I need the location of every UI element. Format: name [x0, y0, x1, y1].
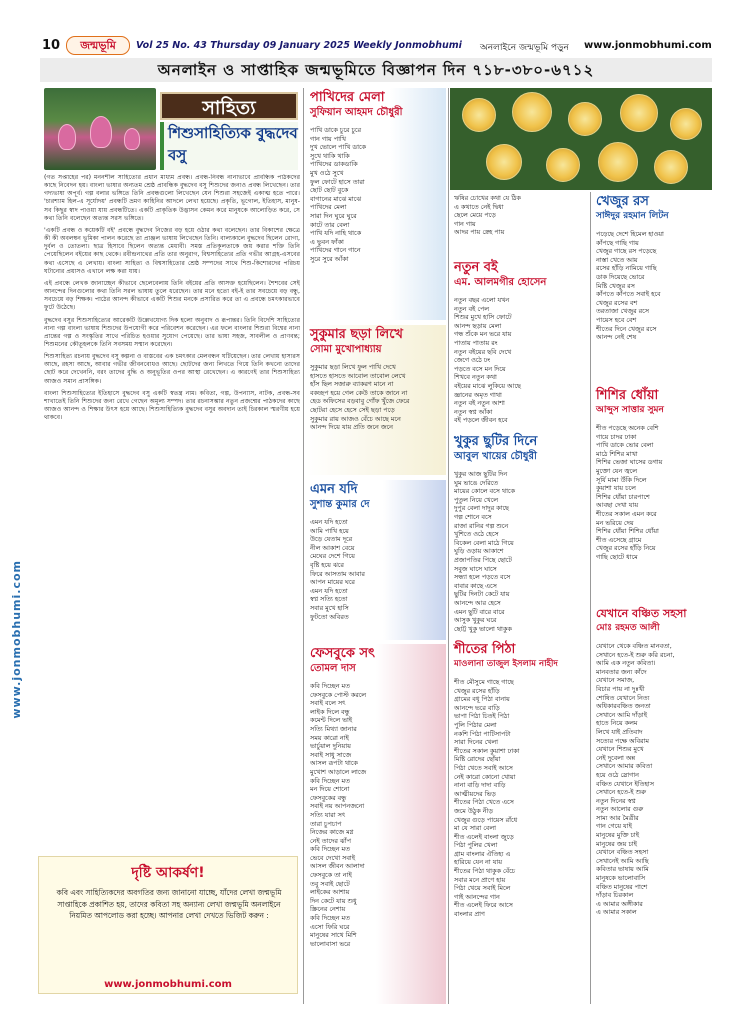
- poem-line: নেই কারো কোনো খোয়া: [454, 772, 516, 781]
- poem-line: পড়তে বসে মন দিয়ে: [454, 364, 506, 373]
- lotus-image: [44, 88, 156, 170]
- poem-line: শীতের দিনে খেজুর রসে: [596, 324, 657, 333]
- poem-line: মানুষের জয় চাই: [596, 839, 637, 848]
- poem-line: শিশির ধোঁয়া চারপাশে: [596, 492, 650, 501]
- poem-line: নেই দুবেলা অন্ন: [596, 753, 636, 762]
- poem-line: কবি দিচ্ছেন মত: [310, 845, 350, 854]
- flower-icon: [654, 150, 688, 184]
- poem-line: সূর্যি মামা উঁকি দিলে: [596, 475, 647, 484]
- poem-line: ছুটির দিনটা কেটে যায়: [454, 590, 510, 599]
- column-divider: [448, 88, 449, 1004]
- article-title: শিশুসাহিত্যিক বুদ্ধদেব বসু: [160, 122, 298, 170]
- poem-emon-jodi: [306, 480, 446, 640]
- poem-line: ছোট ছোট বুকে: [310, 186, 349, 195]
- poem-line: গান গেয়ে যাই: [596, 822, 632, 831]
- poem-line: পাখি ডাকে চুরে চুরে: [310, 126, 361, 134]
- poem-line: দুখ ভোলে পাখি ডাকে: [310, 143, 366, 152]
- poem-title: খেজুর রস: [596, 194, 649, 209]
- poem-line: ফেসবুকে পোস্ট করলে: [310, 690, 367, 699]
- poem-line: নতুন বছর এলো যখন: [454, 296, 510, 304]
- poem-line: আসুক খুকুর ঘরে: [454, 616, 497, 625]
- poem-line: গান গায়: [454, 219, 476, 228]
- poem-line: সবাই বলে সৎ: [310, 699, 346, 708]
- poem-line: গ্রাম বাংলার ঐতিহ্য এ: [454, 849, 511, 858]
- poem-line: পাখি যদি নাহি থাকে: [310, 229, 362, 238]
- poem-line: মানুষের মুক্তি চাই: [596, 831, 640, 840]
- poem-line: এ আমার সকাল: [596, 908, 637, 917]
- poem-line: তবু সবাই ছোটে: [310, 879, 350, 888]
- poem-line: সেখানে হতে-ই শুরু: [596, 788, 647, 797]
- poem-line: বাগানের মাঝে মাঝে: [310, 194, 362, 203]
- poem-author: সাঈদুর রহমান লিটন: [596, 211, 669, 221]
- poem-line: স্বপ্ন সত্যি হতো: [310, 595, 348, 604]
- poem-line: গাছি ছোটে ধামে: [596, 552, 638, 561]
- poem-title: শিশির ধোঁয়া: [596, 388, 659, 403]
- poem-fragment: [450, 192, 552, 254]
- poem-line: কাঁপছে গাছি গায়: [596, 238, 639, 247]
- poem-line: যেখানে সমাজ,: [596, 676, 635, 685]
- poem-line: খেজুর গাছে রস পড়েছে: [596, 247, 657, 256]
- poem-line: পিঠা খেয়ে সবাই মিলে: [454, 884, 511, 893]
- poem-line: নতুন বই নতুন আশা: [454, 399, 505, 408]
- poem-line: আনন্দ ছড়ায় মেলা: [454, 321, 502, 330]
- poem-line: আমি এক নতুন কবিতা।: [596, 659, 656, 668]
- poem-line: যেখানে বঞ্চিত সহসা: [596, 848, 649, 857]
- poem-line: নেই তাদের ঝাঁপ: [310, 836, 351, 845]
- poem-line: শিশুর মুখে হাসি ফোটে: [454, 313, 512, 322]
- poem-line: প্রজাপতির পিছে ছোটে: [454, 555, 512, 564]
- poem-line: সেখানে হতে-ই শুরু করি রচনা,: [596, 650, 675, 659]
- poem-line: মুখ ওঠে সুখে: [310, 168, 344, 177]
- poem-line: হাতে নিয়ে কলম: [596, 719, 638, 728]
- poem-line: মুখোশ আড়ালে লাজে: [310, 767, 367, 776]
- poem-line: মেঘের দেশে গিয়ে: [310, 552, 355, 561]
- poem-line: কবি দিচ্ছেন মত: [310, 914, 350, 923]
- poem-line: মুক্তো যেন জ্বলে: [596, 466, 637, 475]
- poem-line: সেখানেই আমি আছি: [596, 856, 649, 865]
- poem-line: গাই আনন্দের গান: [454, 892, 500, 901]
- poem-line: হেড অফিসের বড়বাবু গোঁফ খুঁজে ফেরে: [310, 397, 410, 406]
- poem-lines: [310, 518, 444, 638]
- poem-line: যেখানে থেকে বঞ্চিত মানবতা,: [596, 642, 672, 650]
- poem-line: ছোটরা হেসে হেসে সেই ছড়া পড়ে: [310, 405, 395, 414]
- poem-pakhider-mela: [306, 88, 446, 320]
- poem-line: কবিতার ভাষায় আমি: [596, 865, 649, 874]
- poem-line: রসের হাঁড়ি নামিয়ে গাছি: [596, 264, 657, 273]
- poem-title: খুকুর ছুটির দিনে: [454, 434, 538, 449]
- poem-line: ডাক দিয়েছে ভোরে: [596, 272, 645, 281]
- poem-line: বকচ্ছপ হয়ে গেল কেউ তাকে জানে না: [310, 388, 408, 397]
- issue-line: Vol 25 No. 43 Thursday 09 January 2025 Weekly Jonmobhumi: [136, 40, 462, 51]
- poem-line: ফিরে আসতাম আবার: [310, 569, 365, 578]
- poem-line: ভার্চুয়াল দুনিয়ায়: [310, 742, 351, 751]
- poem-line: ফুল ফোটে হাসে তারা: [310, 177, 365, 186]
- poem-khejur-ros: [592, 192, 712, 382]
- poem-title: পাখিদের মেলা: [310, 90, 385, 105]
- poem-line: নিজের কাজে মগ্ন: [310, 828, 354, 837]
- poem-line: বাবার কাছে এসে: [454, 581, 497, 590]
- column-divider: [590, 192, 591, 1004]
- poem-line: মা যে সারা বেলা: [454, 824, 496, 833]
- poem-line: এ কথাতে নেই দ্বিধা: [454, 202, 504, 211]
- poem-line: শীতের সকাল এমন করে: [596, 509, 657, 518]
- poem-line: বাংলার প্রাণ: [454, 910, 485, 919]
- poem-line: খেজুর রসের বশ: [596, 298, 638, 307]
- poem-line: নকশি পিঠা পাটিসাপটা: [454, 729, 511, 738]
- lotus-bud-icon: [58, 124, 76, 150]
- poem-line: আমি পাখি হয়ে: [310, 526, 349, 535]
- poem-lines: [596, 642, 710, 1000]
- poem-line: গান গায় পাখি: [310, 134, 346, 143]
- poem-lines: [454, 194, 550, 252]
- poem-line: উড়ে যেতাম দূরে: [310, 535, 353, 544]
- poem-line: সুরে সুরে আঁকা: [310, 254, 349, 263]
- poem-line: কুয়াশা যায় চলে: [596, 484, 636, 493]
- poem-line: নতুন স্বপ্ন আঁকা: [454, 407, 493, 416]
- poem-line: রাজা রানির গল্প শুনে: [454, 521, 509, 530]
- poem-line: ভেবে দেখো সবাই: [310, 853, 356, 862]
- poem-lines: [454, 296, 588, 424]
- poem-line: সময় কারো নাই: [310, 733, 349, 742]
- poem-line: সত্যি যারা সৎ: [310, 810, 346, 819]
- poem-line: সেখানে আমার কবিতা: [596, 762, 653, 771]
- poem-line: মাঠে শিশির মাখা: [596, 449, 638, 458]
- poem-line: এসো ফিরি ঘরে: [310, 922, 350, 931]
- poem-line: আনন্দে আর হেসে: [454, 598, 501, 607]
- poem-shiter-pitha: [450, 640, 590, 1004]
- notice-box: [38, 856, 298, 994]
- flower-icon: [546, 148, 580, 182]
- poem-line: শীত মৌসুমে গাছে গাছে: [454, 678, 514, 686]
- side-url[interactable]: www.jonmobhumi.com: [10, 560, 23, 719]
- poem-line: স্ক্রিনের নেশায়: [310, 905, 346, 914]
- date-flower-image: [450, 88, 712, 190]
- poem-line: গ্রামের বধূ পিঠা বানায়: [454, 695, 510, 704]
- header-url[interactable]: www.jonmobhumi.com: [584, 40, 712, 51]
- poem-author: আব্দুস সাত্তার সুমন: [596, 405, 664, 415]
- poem-line: দুপুর বেলা দাদুর কাছে: [454, 504, 509, 513]
- flower-icon: [598, 142, 638, 182]
- poem-line: আপন মায়ের ঘরে: [310, 578, 355, 587]
- poem-line: সবাই নয় আপনজনো: [310, 802, 365, 811]
- poem-line: সাম্য আর মৈত্রীর: [596, 813, 639, 822]
- poem-author: সোমা মুখোপাধ্যায়: [310, 344, 382, 355]
- poem-line: শিখবে নতুন কথা: [454, 373, 497, 382]
- poem-line: গল্প শোনে বসে: [454, 512, 492, 521]
- poem-line: সবার মুখে হাসি: [310, 603, 349, 612]
- poem-line: যেখানে শিশুর মুখে: [596, 745, 644, 754]
- poem-line: এমন যদি হতো: [310, 586, 348, 595]
- poem-line: অধিকারবঞ্চিত জনতা: [596, 702, 651, 711]
- poem-line: সারা দিনের খেলা: [454, 738, 498, 747]
- newspaper-logo[interactable]: জন্মভূমি: [66, 36, 130, 55]
- poem-line: পড়েছে দেশে হিমেল হাওয়া: [596, 230, 664, 238]
- poem-line: খুশিতে ওঠে হেসে: [454, 530, 499, 539]
- poem-line: কবি দিচ্ছেন মত: [310, 682, 350, 690]
- page-number: 10: [42, 38, 61, 53]
- poem-line: ভালোবাসা ভরে: [310, 939, 351, 948]
- poem-line: কাঁপতে কাঁপতে সবাই হবে: [596, 290, 661, 299]
- poem-author: আবুল খায়ের চৌধুরী: [454, 451, 537, 462]
- poem-line: জ্ঞানের অমৃত গাথা: [454, 390, 502, 399]
- poem-line: কবি দিচ্ছেন মত: [310, 776, 350, 785]
- poem-author: সুশান্ত কুমার দে: [310, 499, 370, 510]
- poem-line: শীত এসেছে গ্রামে: [596, 535, 642, 544]
- poem-line: দিন কেটে যায় শুধু: [310, 896, 357, 905]
- lotus-bud-icon: [124, 128, 140, 150]
- poem-line: মিষ্টি খেজুর রস: [596, 281, 635, 290]
- poem-title: যেখানে বঞ্চিত সহসা: [596, 607, 687, 620]
- poem-line: বঞ্চিত মানুষের পাশে: [596, 882, 648, 891]
- poem-line: আসল জীবন আলাদা: [310, 862, 365, 871]
- flower-icon: [512, 92, 552, 132]
- poem-line: [454, 633, 588, 634]
- poem-line: ফেসবুকে তা নাই: [310, 871, 352, 880]
- article-paragraph: বুদ্ধদেব বসুর শিশুসাহিত্যের আরেকটি উল্লেখযোগ্য দিক হলো অনুবাদ ও রূপান্তর। তিনি বিদেশি সাহিত্যের নানা গল্প বাংলা ভাষায় শিশুদের উপযোগী করে পরিবেশন করেছেন। এর ফলে বাংলার শিশুরা বিশ্বের নানা প্রান্তের গল্প ও সংস্কৃতির সাথে পরিচিত হওয়ার সুযোগ পেয়েছে। তার ভাষা সহজ, সাবলীল ও প্রাণবন্ত; শিশুমনের কৌতূহলকে তিনি সবসময় সম্মান করেছেন।: [44, 316, 300, 348]
- poem-line: পাতায় পাতায় রং: [454, 338, 498, 347]
- poem-line: বিকেল বেলা মাঠে গিয়ে: [454, 538, 514, 547]
- poem-line: ভাপা পিঠা চিতই পিঠা: [454, 712, 510, 721]
- poem-line: এমন ছুটি বারে বারে: [454, 607, 505, 616]
- poem-shishir-dhoa: [592, 386, 712, 598]
- poem-line: আদর পায় স্নেহ পায়: [454, 228, 505, 237]
- poem-line: সন্ধ্যা হলে পড়তে বসে: [454, 573, 511, 582]
- column-divider: [303, 88, 304, 1004]
- poem-line: মানুষকে ভালোবাসি: [596, 874, 646, 883]
- poem-line: নীল আকাশ বেয়ে: [310, 543, 355, 552]
- poem-line: ঘুম ভাঙে দেরিতে: [454, 478, 499, 487]
- poem-line: ঘুড়ি ওড়ায় আকাশে: [454, 547, 504, 556]
- flower-icon: [620, 94, 658, 132]
- poem-line: সেখানে আমি দাঁড়াই: [596, 710, 648, 719]
- article-body: [44, 174, 300, 850]
- poem-line: সবাই সাধু সাজে: [310, 750, 352, 759]
- poem-sukumar: [306, 325, 446, 475]
- poem-line: পাখিদের ডাকডাকি: [310, 160, 358, 169]
- poem-line: নতুন বইয়ের ছবি দেখে: [454, 347, 512, 356]
- poem-line: ফুটতো অবিরত: [310, 612, 349, 621]
- poem-line: শিশির ভেজা ঘাসের ডগায়: [596, 458, 663, 467]
- poem-line: নানা বাড়ি দাদা বাড়ি: [454, 781, 506, 790]
- poem-khukur-chutir-dine: [450, 432, 590, 636]
- article-paragraph: (গত সপ্তাহের পর) মননশীল সাহিত্যের প্রধান মাধ্যম প্রবন্ধ। প্রবন্ধ-নিবন্ধ নানাভাবে প্রাবন্ধিক পাঠকদের কাছে নিবেদন হয়। বাংলা ভাষার অন্যতম শ্রেষ্ঠ প্রাবন্ধিক বুদ্ধদেব বসু শিশুদের জন্যও প্রবন্ধ লিখেছেন। তার গদ্যভাষা অপূর্ব। গল্প বলার ভঙ্গিতে তিনি প্রবন্ধগুলো লিখেছেন যেন শিশুরা সহজেই একাত্ম হতে পারে। 'চারশ্যাম হিল-এ সূর্যোদয়' প্রবন্ধটি ভ্রমণ কাহিনির আদলে লেখা হয়েছে। প্রকৃতি, ভূগোল, ইতিহাস, মানুষ-সব কিছুর স্বাদ পাওয়া যায় প্রবন্ধটিতে। একটি প্রাকৃতিক উদ্ভাসন কেমন করে মানুষকে আলোড়িত করে, সে কথা তিনি বলেছেন অত্যন্ত সরস ভঙ্গিতে।: [44, 174, 300, 222]
- poem-line: ঋষির চোখের কথা যে ঠিক: [454, 194, 521, 202]
- poem-line: শিশির ধোঁয়া শিশির ধোঁয়া: [596, 527, 659, 536]
- flower-icon: [670, 108, 702, 140]
- poem-facebook: [306, 644, 446, 1004]
- poem-line: সবার মনে প্রাণে হায়: [454, 875, 506, 884]
- poem-line: আনন্দ দিয়ে যায় প্রতি জনে জনে: [310, 423, 393, 432]
- poem-line: হয়ে ওঠে স্লোগান: [596, 770, 639, 779]
- poem-line: মিষ্টি রোদের ছোঁয়া: [454, 755, 501, 764]
- poem-lines: [310, 363, 444, 473]
- poem-line: কাটে তার বেলা: [310, 220, 350, 229]
- poem-title: নতুন বই: [454, 260, 498, 275]
- poem-line: জেগে ওঠে ঢং: [454, 356, 491, 365]
- poem-line: শীত পড়েছে অনেক বেশি: [596, 424, 659, 432]
- poem-title: ফেসবুকে সৎ: [310, 646, 375, 661]
- flower-icon: [568, 102, 602, 136]
- poem-line: আসল রূপটা থাকে: [310, 759, 358, 768]
- poem-line: শীতের পিঠা থাকুক বেঁচে: [454, 867, 516, 876]
- poem-lines: [454, 470, 588, 634]
- article-paragraph: শিশুসাহিত্য রচনায় বুদ্ধদেব বসু কল্পনা ও বাস্তবের এক চমৎকার মেলবন্ধন ঘটিয়েছেন। তার লেখায় হাস্যরস আছে, রহস্য আছে, আবার গভীর জীবনবোধও আছে। ছোটদের জন্য লিখতে গিয়ে তিনি কখনো তাদের ছোট করে দেখেননি, বরং তাদের বুদ্ধি ও অনুভূতির ওপর আস্থা রেখেছেন। এ কারণেই তার শিশুসাহিত্য আজও সমান প্রাসঙ্গিক।: [44, 353, 300, 385]
- poem-line: খুকুর আজ ছুটির দিন: [454, 470, 508, 478]
- poem-line: ফেসবুকের বন্ধু: [310, 793, 347, 802]
- poem-line: এ ভুবন ফাঁকা: [310, 237, 344, 246]
- article-paragraph: 'একটি প্রবন্ধ ও কয়েকটি বই' প্রবন্ধে বুদ্ধদেব নিজের বড় হয়ে ওঠার কথা বলেছেন। তার বিকাশের ক্ষেত্রে কী কী অবলম্বন ভূমিকা পালন করেছে তা প্রাঞ্জল ভাষায় লিখেছেন তিনি। বাল্যকালে বুদ্ধদেব ছিলেন রোগা, দুর্বল ও তোতলা। ছাত্র হিসাবে ছিলেন অত্যন্ত মেধাবী। সমস্ত প্রতিকূলতাকে জয় করার শক্তি তিনি পেয়েছিলেন বইয়ের কাছ থেকে। রবীন্দ্রনাথের প্রতি তার অনুরাগ, বিশ্বসাহিত্যের প্রতি গভীর আগ্রহ-এসবের কথা এসেছে এ লেখায়। বাংলা সাহিত্য ও বিশ্বসাহিত্যের শ্রেষ্ঠ সম্পদের সাথে শিশু-কিশোরদের পরিচয় ঘটানোর প্রয়াসও এখানে লক্ষ করা যায়।: [44, 226, 300, 275]
- poem-line: আবছা দেখা যায়: [596, 501, 639, 510]
- poem-line: সুকুমার ছড়া লিখে ফুল পাখি দেখে: [310, 363, 396, 371]
- poem-line: বিচার পায় না দুঃখী: [596, 684, 645, 693]
- section-title: সাহিত্য: [160, 92, 298, 120]
- poem-line: হারিয়ে যেন না যায়: [454, 858, 503, 867]
- poem-author: মাওলানা তাজুল ইসলাম নাহীদ: [454, 659, 558, 669]
- poem-line: পিঠা খেতে সবাই আসে: [454, 763, 513, 772]
- poem-line: মানুষের সাথে মিশি: [310, 931, 357, 940]
- poem-lines: [596, 424, 710, 596]
- poem-notun-boi: [450, 258, 590, 426]
- ad-banner: অনলাইন ও সাপ্তাহিক জন্মভূমিতে বিজ্ঞাপন দিন ৭১৮-৩৮০-৬৭১২: [40, 58, 712, 82]
- poem-line: কমেন্ট দিলে ভাই: [310, 716, 353, 725]
- poem-line: হাঁস ছিল সজারু ব্যাকরণ মানে না: [310, 380, 394, 389]
- poem-line: গন্ধ শুঁকে মন ভরে যায়: [454, 330, 512, 339]
- poem-author: তোমল দাস: [310, 663, 356, 674]
- poem-line: নতুন দিনের স্বপ্ন: [596, 796, 636, 805]
- poem-line: আত্মীয়দের ভিড়: [454, 789, 496, 798]
- poem-line: শীতের পিঠা খেতে এসে: [454, 798, 514, 807]
- page-header: [0, 36, 751, 56]
- poem-line: পুতুল নিয়ে খেলে: [454, 495, 499, 504]
- poem-author: মোঃ রহমত আলী: [596, 623, 660, 633]
- poem-line: দাঁড়াব চিরকাল: [596, 891, 634, 900]
- poem-line: পিঠা পুলির খেলা: [454, 841, 498, 850]
- online-label: অনলাইনে জন্মভূমি পড়ুন: [480, 43, 569, 53]
- poem-line: হাসতে হাসতে আবোল তাবোল লেখে: [310, 371, 406, 380]
- poem-line: খেজুর গুড়ে পায়েস রাঁধে: [454, 815, 518, 824]
- poem-line: ছেলে মেয়ে পড়ে: [454, 211, 496, 220]
- poem-line: সত্যের পক্ষে অবিরাম: [596, 736, 649, 745]
- poem-line: ছোট্ট খুকু ভালো থাকুক: [454, 624, 512, 633]
- poem-line: বই পড়লে জীবন হবে: [454, 416, 508, 424]
- poem-line: সত্যি মিথ্যা জানার: [310, 724, 357, 733]
- poem-lines: [454, 678, 588, 1000]
- poem-title: শীতের পিঠা: [454, 642, 516, 657]
- poem-line: বৃষ্টি হয়ে ঝরে: [310, 560, 344, 569]
- poem-line: সুখে থাকি থাকি: [310, 151, 350, 160]
- poem-line: মায়ের কোলে বসে থাকে: [454, 487, 515, 496]
- poem-lines: [310, 682, 444, 1000]
- poem-lines: [310, 126, 444, 318]
- article-paragraph: বাংলা শিশুসাহিত্যের ইতিহাসে বুদ্ধদেব বসু একটি স্বতন্ত্র নাম। কবিতা, গল্প, উপন্যাস, নাটক, প্রবন্ধ-সব শাখাতেই তিনি শিশুদের জন্য রেখে গেছেন অমূল্য সম্পদ। তার রচনাসম্ভার নতুন প্রজন্মের পাঠকদের কাছে আজও আনন্দ ও শিক্ষার উৎস হয়ে আছে। শিশুসাহিত্যিক বুদ্ধদেব বসুর অবদান তাই চিরকাল স্মরণীয় হয়ে থাকবে।: [44, 389, 300, 422]
- poem-line: নতুন আলোর গুরু: [596, 805, 644, 814]
- poem-line: গায়ে চাদর ঢাকা: [596, 432, 637, 441]
- poem-lines: [596, 230, 710, 380]
- poem-jekhane-bonchito: [592, 604, 712, 1004]
- poem-line: শীত এলেই ফিরে আসে: [454, 901, 513, 910]
- poem-author: সুফিয়ান আহমদ চৌধুরী: [310, 107, 403, 118]
- poem-line: শীত এলেই বাংলা জুড়ে: [454, 832, 514, 841]
- poem-author: এম. আলমগীর হোসেন: [454, 277, 547, 288]
- notice-body: কবি এবং সাহিত্যিকদের অবগতির জন্য জানানো যাচ্ছে, যাঁদের লেখা জন্মভূমি সাপ্তাহিকে প্রকাশিত হয়, তাদের কবিতা সহ অন্যান্য লেখা জন্মভূমি অনলাইনে নিয়মিত আপলোড করা হচ্ছে। আপনার লেখা দেখতে ভিজিট করুন :: [56, 888, 282, 920]
- poem-line: এমন যদি হতো: [310, 518, 348, 526]
- poem-line: পায়েস হবে বেশ: [596, 315, 637, 324]
- poem-line: আনন্দে ভরে বাড়ি: [454, 703, 500, 712]
- poem-line: পাখিদের গানে গানে: [310, 246, 361, 255]
- poem-line: সারা দিন ঘুরে ঘুরে: [310, 211, 357, 220]
- poem-line: পুলি পিঠার মেলা: [454, 720, 497, 729]
- poem-line: সুকুমার রায় আজও বেঁচে আছে মনে: [310, 414, 401, 423]
- lotus-bud-icon: [90, 116, 112, 148]
- poem-line: নতুন বই পেল: [454, 304, 490, 313]
- poem-title: এমন যদি: [310, 482, 358, 497]
- flower-icon: [462, 98, 496, 132]
- poem-line: শীতের সকাল কুয়াশা ঢাকা: [454, 746, 520, 755]
- notice-title: দৃষ্টি আকর্ষণ!: [131, 865, 205, 881]
- poem-line: মন দিয়ে শোনো: [310, 785, 350, 794]
- poem-line: খেজুর রসের হাঁড়ি: [454, 686, 500, 695]
- poem-line: তারা চুপচাপ: [310, 819, 342, 828]
- poem-line: সবুজ ঘাসে ঘাসে: [454, 564, 497, 573]
- poem-line: শোষিত যেখানে নিত্য: [596, 693, 650, 702]
- poem-line: বঞ্চিত যেখানে ইতিহাস: [596, 779, 654, 788]
- poem-line: বইয়ের মাঝে লুকিয়ে আছে: [454, 381, 521, 390]
- poem-line: তরতাজা খেজুর রসে: [596, 307, 649, 316]
- flower-icon: [486, 144, 522, 180]
- poem-title: সুকুমার ছড়া লিখে: [310, 327, 403, 342]
- poem-line: আনন্দ নেই শেষ: [596, 333, 637, 342]
- poem-line: লাইকের আশায়: [310, 888, 350, 897]
- poem-line: এ আমার অঙ্গীকার: [596, 899, 643, 908]
- poem-line: নাস্তা খেতে আয়: [596, 255, 638, 264]
- poem-line: পাখিদের মেলা: [310, 203, 347, 212]
- poem-line: লিখে যাই প্রতিবাদ: [596, 727, 643, 736]
- poem-line: মানবতার জন্য কাঁদে: [596, 667, 647, 676]
- poem-line: লাইক দিলে বন্ধু: [310, 707, 350, 716]
- poem-line: খেজুর রসের হাঁড়ি নিয়ে: [596, 544, 656, 553]
- article-paragraph: এই প্রবন্ধে লেখক জানাচ্ছেন কীভাবে ছেলেবেলায় তিনি বইয়ের প্রতি আসক্ত হয়েছিলেন। শৈশবের সেই আনন্দের দিনগুলোর কথা তিনি সরল ভাষায় তুলে ধরেছেন। তার মনে হতো বই-ই তার সবচেয়ে বড় বন্ধু, সবচেয়ে বড় শিক্ষক। পাঠের আনন্দ কীভাবে একটি শিশুর মনকে প্রসারিত করে তা এ প্রবন্ধে চমৎকারভাবে ফুটে উঠেছে।: [44, 279, 300, 312]
- poem-line: জমে উঠুক নীড়: [454, 806, 493, 815]
- notice-url[interactable]: www.jonmobhumi.com: [104, 979, 232, 990]
- poem-line: মন ভরিয়ে দেয়: [596, 518, 634, 527]
- poem-line: পাখি ডাকে ভোর বেলা: [596, 441, 654, 450]
